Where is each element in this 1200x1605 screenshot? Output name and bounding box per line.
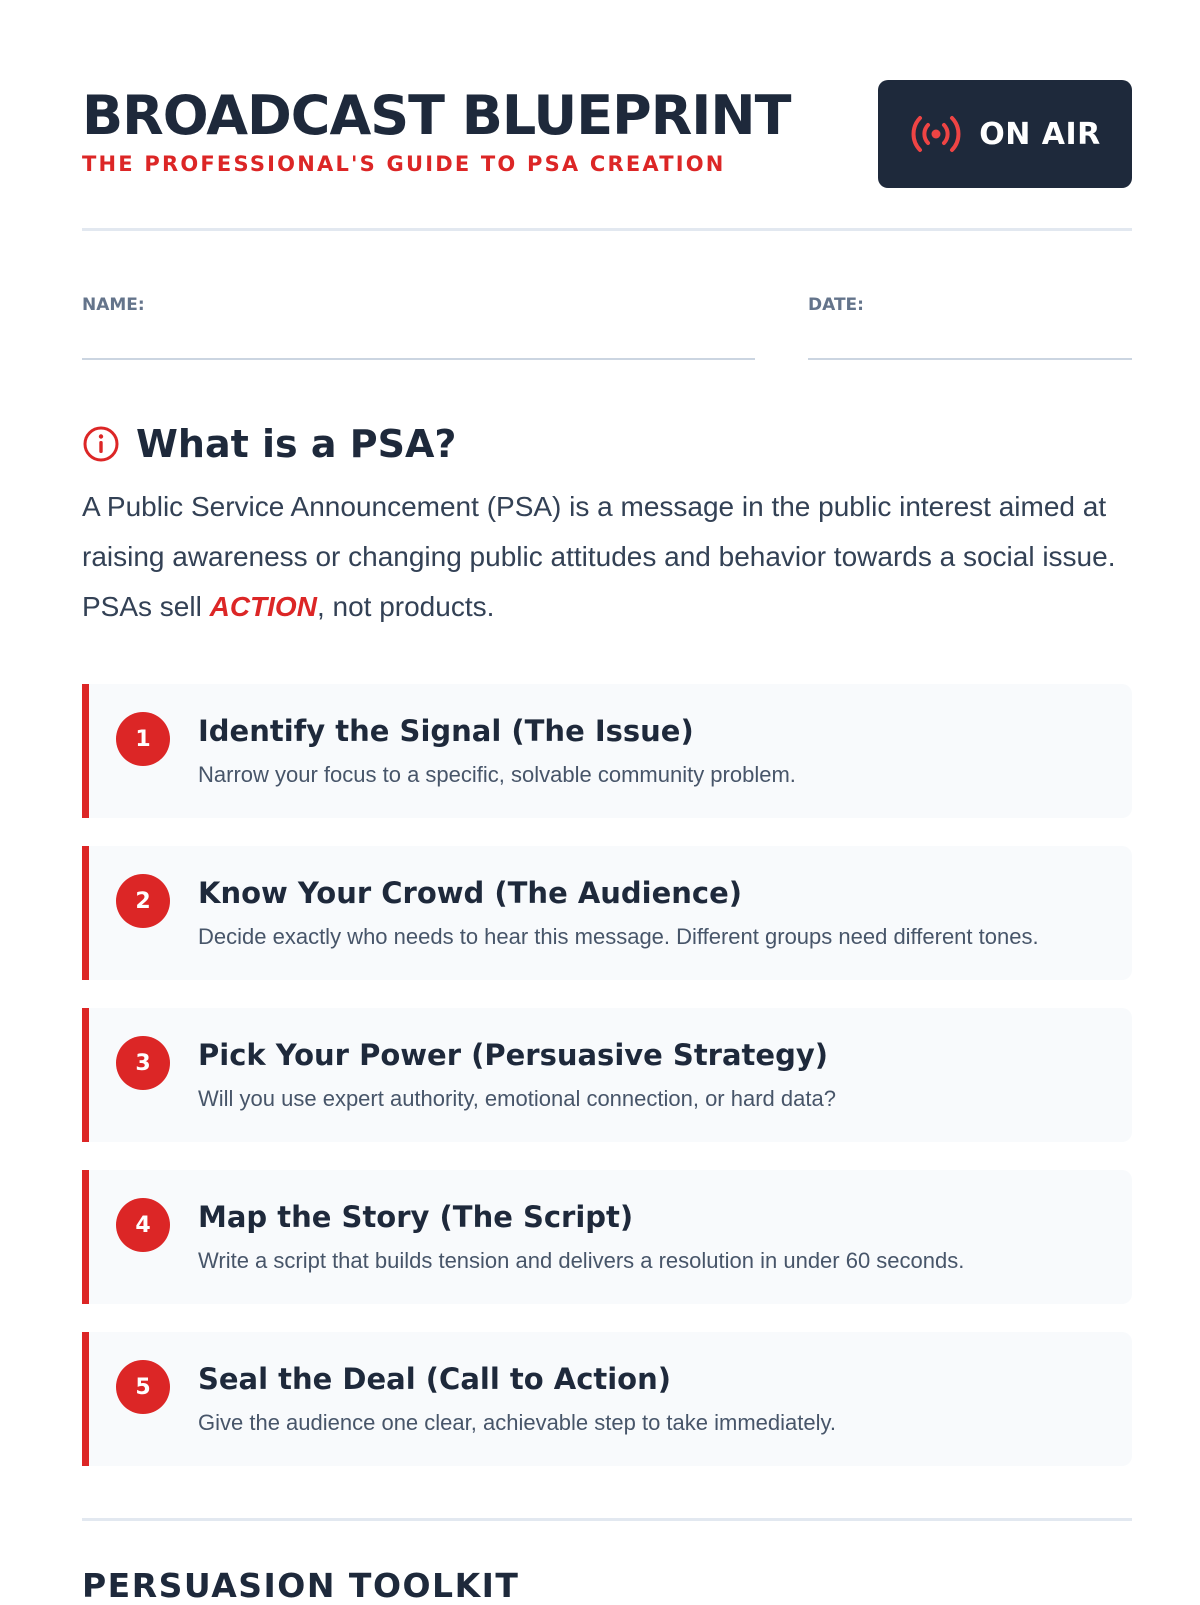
step-card <box>82 846 1132 980</box>
name-field[interactable] <box>82 358 755 360</box>
intro-emphasis: ACTION <box>209 591 317 622</box>
step-description: Write a script that builds tension and delivers a resolution in under 60 seconds. <box>198 1248 965 1273</box>
step-title: Know Your Crowd (The Audience) <box>198 876 743 910</box>
toolkit-divider <box>82 1518 1132 1521</box>
date-field[interactable] <box>808 358 1132 360</box>
info-icon <box>82 425 120 463</box>
toolkit-heading: PERSUASION TOOLKIT <box>82 1566 520 1605</box>
step-title: Seal the Deal (Call to Action) <box>198 1362 672 1396</box>
intro-text: A Public Service Announcement (PSA) is a message in the public interest aimed at raising awareness or changing public attitudes and behavior towards a social issue. PSAs sell <box>82 491 1116 622</box>
intro-paragraph <box>82 482 1142 632</box>
name-label: NAME: <box>82 295 145 315</box>
page-subtitle: THE PROFESSIONAL'S GUIDE TO PSA CREATION <box>82 152 726 176</box>
step-number: 2 <box>116 874 170 928</box>
step-title: Map the Story (The Script) <box>198 1200 634 1234</box>
step-number: 5 <box>116 1360 170 1414</box>
step-description: Will you use expert authority, emotional connection, or hard data? <box>198 1086 836 1111</box>
header <box>82 80 1132 190</box>
intro-heading <box>82 414 456 474</box>
step-number: 4 <box>116 1198 170 1252</box>
step-title: Identify the Signal (The Issue) <box>198 714 694 748</box>
page-title: BROADCAST BLUEPRINT <box>82 84 791 147</box>
on-air-badge <box>878 80 1132 188</box>
step-card <box>82 1332 1132 1466</box>
step-card <box>82 684 1132 818</box>
header-divider <box>82 228 1132 231</box>
step-description: Decide exactly who needs to hear this message. Different groups need different tones. <box>198 924 1039 949</box>
intro-text-end: , not products. <box>316 591 495 622</box>
step-card <box>82 1008 1132 1142</box>
step-description: Give the audience one clear, achievable step to take immediately. <box>198 1410 836 1435</box>
on-air-label: ON AIR <box>979 116 1101 152</box>
step-number: 1 <box>116 712 170 766</box>
broadcast-icon <box>909 114 963 154</box>
step-card <box>82 1170 1132 1304</box>
step-title: Pick Your Power (Persuasive Strategy) <box>198 1038 828 1072</box>
step-list <box>82 684 1132 1494</box>
date-label: DATE: <box>808 295 864 315</box>
intro-heading-text: What is a PSA? <box>136 422 457 466</box>
step-description: Narrow your focus to a specific, solvable community problem. <box>198 762 796 787</box>
step-number: 3 <box>116 1036 170 1090</box>
